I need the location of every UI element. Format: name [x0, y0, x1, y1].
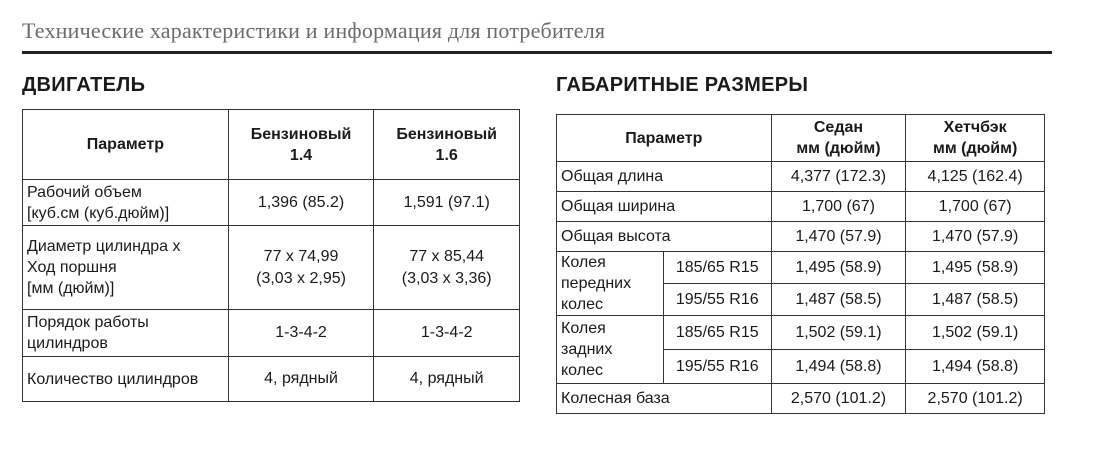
engine-value: 4, рядный	[228, 357, 374, 402]
dim-param-wheelbase: Колесная база	[557, 384, 772, 414]
tire-size: 185/65 R15	[663, 252, 771, 284]
engine-param-firing-order: Порядок работы цилиндров	[23, 310, 229, 357]
table-row	[557, 316, 1045, 350]
engine-table	[22, 109, 520, 402]
dim-value: 1,495 (58.9)	[771, 252, 906, 284]
engine-section-title: ДВИГАТЕЛЬ	[22, 74, 146, 96]
dim-param-length: Общая длина	[557, 162, 772, 192]
dim-param-front-track: Колея передних колес	[557, 252, 664, 316]
dim-param-height: Общая высота	[557, 222, 772, 252]
engine-header-row	[23, 110, 520, 180]
engine-col-param: Параметр	[23, 110, 229, 180]
table-row	[557, 222, 1045, 252]
dim-value: 2,570 (101.2)	[906, 384, 1045, 414]
dim-value: 1,494 (58.8)	[771, 350, 906, 384]
dim-value: 1,494 (58.8)	[906, 350, 1045, 384]
dimensions-col-sedan: Седан мм (дюйм)	[771, 115, 906, 162]
engine-value: 77 x 74,99 (3,03 x 2,95)	[228, 226, 374, 310]
dim-param-width: Общая ширина	[557, 192, 772, 222]
engine-col-petrol-16: Бензиновый 1.6	[374, 110, 520, 180]
dim-value: 4,377 (172.3)	[771, 162, 906, 192]
dim-value: 1,700 (67)	[771, 192, 906, 222]
table-row	[557, 384, 1045, 414]
table-row	[23, 357, 520, 402]
engine-value: 4, рядный	[374, 357, 520, 402]
dim-value: 4,125 (162.4)	[906, 162, 1045, 192]
dim-value: 2,570 (101.2)	[771, 384, 906, 414]
dimensions-section-title: ГАБАРИТНЫЕ РАЗМЕРЫ	[556, 74, 809, 96]
dim-value: 1,487 (58.5)	[771, 284, 906, 316]
dim-value: 1,470 (57.9)	[771, 222, 906, 252]
page-header	[22, 18, 1052, 54]
dimensions-table	[556, 114, 1045, 414]
dimensions-col-hatchback: Хетчбэк мм (дюйм)	[906, 115, 1045, 162]
tire-size: 195/55 R16	[663, 284, 771, 316]
table-row	[23, 180, 520, 226]
engine-param-displacement: Рабочий объем [куб.см (куб.дюйм)]	[23, 180, 229, 226]
table-row	[557, 162, 1045, 192]
dim-value: 1,495 (58.9)	[906, 252, 1045, 284]
engine-col-petrol-14: Бензиновый 1.4	[228, 110, 374, 180]
tire-size: 185/65 R15	[663, 316, 771, 350]
dimensions-col-param: Параметр	[557, 115, 772, 162]
engine-value: 1,591 (97.1)	[374, 180, 520, 226]
dimensions-header-row	[557, 115, 1045, 162]
dim-value: 1,700 (67)	[906, 192, 1045, 222]
engine-value: 1-3-4-2	[228, 310, 374, 357]
dim-value: 1,502 (59.1)	[771, 316, 906, 350]
dim-value: 1,502 (59.1)	[906, 316, 1045, 350]
table-row	[23, 310, 520, 357]
engine-value: 1,396 (85.2)	[228, 180, 374, 226]
engine-value: 1-3-4-2	[374, 310, 520, 357]
engine-param-bore-stroke: Диаметр цилиндра x Ход поршня [мм (дюйм)]	[23, 226, 229, 310]
table-row	[557, 252, 1045, 284]
tire-size: 195/55 R16	[663, 350, 771, 384]
dim-value: 1,470 (57.9)	[906, 222, 1045, 252]
table-row	[23, 226, 520, 310]
engine-value: 77 x 85,44 (3,03 x 3,36)	[374, 226, 520, 310]
page-title: Технические характеристики и информация для потребителя	[22, 18, 606, 43]
dim-value: 1,487 (58.5)	[906, 284, 1045, 316]
dim-param-rear-track: Колея задних колес	[557, 316, 664, 384]
table-row	[557, 192, 1045, 222]
engine-param-cylinders: Количество цилиндров	[23, 357, 229, 402]
